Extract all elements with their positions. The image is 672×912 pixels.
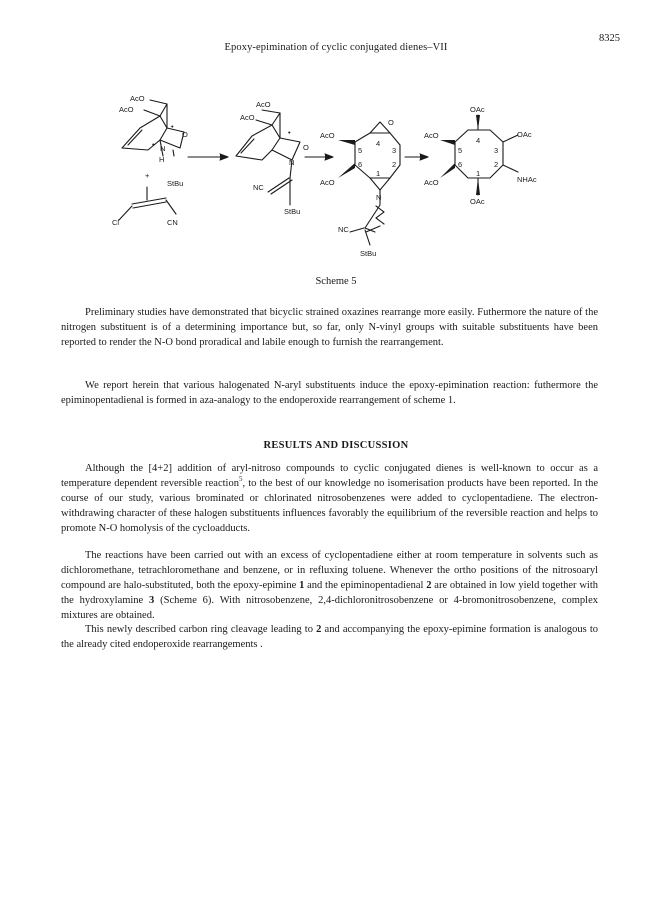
paragraph-5: This newly described carbon ring cleavage leading to 2 and accompanying the epoxy-epimine formation is analogous to the already cited endoperoxide rearrangements . — [61, 624, 598, 650]
paragraph-3: Although the [4+2] addition of aryl-nitroso compounds to cyclic conjugated dienes is well-known to occur as a temperature dependent reversible reaction$^5$, to the best of our knowledge no isomerisation products have been reported. In the course of our study, various brominated or chlorinated nitrosobenzenes were added to cyclopentadiene. The electron-withdrawing character of these halogen substituents influences favorably the equilibrium of the reversible reaction and helps to promote N-O homolysis of the cycloadducts. — [61, 463, 598, 534]
label-n-1: N — [160, 144, 166, 153]
label-o-1: O — [182, 130, 188, 139]
label-stbu-2: StBu — [284, 207, 301, 216]
label-oac-4b: OAc — [517, 130, 532, 139]
label-h-1: H — [159, 155, 165, 164]
paragraph-1: Preliminary studies have demonstrated that bicyclic strained oxazines rearrange more easily. Futhermore the nature of the nitrogen substituent is of a determining importance but, so far, only N-vinyl groups with suitable substituents have been reported to render the N-O bond proradical and labile enough to furnish the rearrangement. — [61, 307, 598, 348]
section-heading: RESULTS AND DISCUSSION — [263, 440, 409, 451]
running-head: Epoxy-epimination of cyclic conjugated dienes–VII — [224, 42, 448, 53]
label-num-1b: 1 — [476, 169, 481, 178]
scheme-5-figure — [0, 70, 672, 270]
label-oac-4c: OAc — [470, 197, 485, 206]
label-o-2: O — [303, 143, 309, 152]
label-dot-2: • — [288, 128, 291, 137]
label-aco-1a: AcO — [130, 94, 145, 103]
cyclohexane-product-structure — [455, 115, 518, 195]
label-aco-3a: AcO — [320, 131, 335, 140]
paragraph-2: We report herein that various halogenated N-aryl substituents induce the epoxy-epimination reaction: futhermore the epiminopentadienal is formed in aza-analogy to the endoperoxide rearrangement of scheme 1. — [61, 380, 598, 406]
compound-3: 3 — [149, 595, 155, 606]
chloro-acrylonitrile-structure — [119, 187, 176, 220]
label-num-3a: 3 — [392, 146, 397, 155]
scheme-caption: Scheme 5 — [315, 276, 357, 287]
label-nhac: NHAc — [517, 175, 537, 184]
paragraph-4: The reactions have been carried out with an excess of cyclopentadiene either at room temperature in solvents such as dichloromethane, tetrachloromethane and benzene, or in refluxing toluene. Whenever the ortho positions of the nitrosoaryl compound are halo-substituted, both the epoxy-epimine 1 and the epiminopentadienal 2 are obtained in low yield together with the hydroxylamine 3 (Scheme 6). With nitrosobenzene, 2,4-dichloronitrosobenzene or 4-bromonitrosobenzene, complex mixtures are obtained. — [61, 550, 598, 621]
label-aco-2b: AcO — [240, 113, 255, 122]
label-cl: Cl — [112, 218, 120, 227]
epoxy-epimine-structure — [350, 122, 400, 245]
wedge-bonds — [338, 115, 480, 195]
label-num-2b: 2 — [494, 160, 499, 169]
label-oac-4a: OAc — [470, 105, 485, 114]
label-num-6b: 6 — [458, 160, 463, 169]
label-n-2: N — [289, 158, 295, 167]
label-stbu-3: StBu — [360, 249, 377, 258]
label-cn: CN — [167, 218, 178, 227]
label-num-4b: 4 — [476, 136, 481, 145]
compound-2-ref: 2 — [316, 624, 322, 635]
compound-1: 1 — [299, 580, 305, 591]
label-num-2a: 2 — [392, 160, 397, 169]
label-num-6a: 6 — [358, 160, 363, 169]
label-num-3b: 3 — [494, 146, 499, 155]
label-num-5a: 5 — [358, 146, 363, 155]
label-dot-1: • — [171, 122, 174, 131]
label-aco-3b: AcO — [320, 178, 335, 187]
label-aco-4b: AcO — [424, 178, 439, 187]
compound-2: 2 — [426, 580, 432, 591]
label-num-4a: 4 — [376, 139, 381, 148]
label-dot-1b: • — [152, 140, 155, 149]
label-nc-2: NC — [253, 183, 264, 192]
label-n-3: N — [376, 193, 382, 202]
label-plus: + — [145, 171, 150, 180]
label-aco-1b: AcO — [119, 105, 134, 114]
label-num-1a: 1 — [376, 169, 381, 178]
label-nc-3: NC — [338, 225, 349, 234]
label-aco-4a: AcO — [424, 131, 439, 140]
reference-5: 5 — [238, 475, 243, 483]
label-num-5b: 5 — [458, 146, 463, 155]
page-number: 8325 — [599, 33, 620, 44]
label-o-3: O — [388, 118, 394, 127]
label-aco-2a: AcO — [256, 100, 271, 109]
label-stbu-1: StBu — [167, 179, 184, 188]
